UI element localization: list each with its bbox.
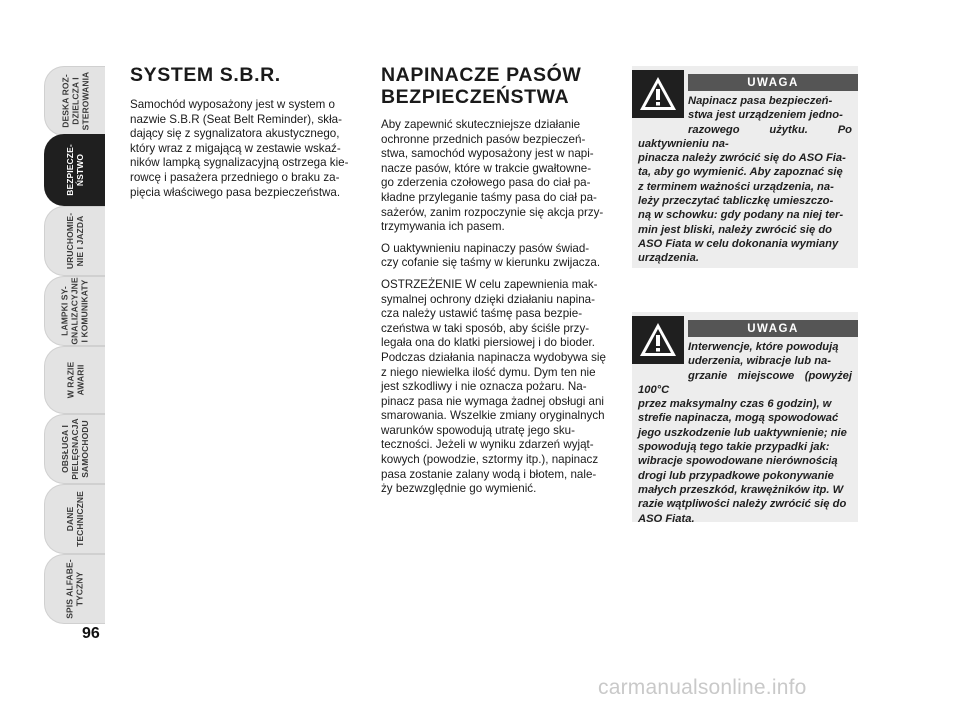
warning-triangle-icon [632, 70, 684, 118]
pretensioners-title-line1: NAPINACZE PASÓW [381, 64, 582, 86]
warning-header: UWAGA [688, 74, 858, 91]
tab-label: W RAZIE AWARII [65, 361, 85, 399]
watermark: carmanualsonline.info [598, 676, 807, 699]
sbr-section [130, 64, 362, 207]
tab-maintenance[interactable] [44, 414, 105, 484]
pretensioners-title [381, 64, 611, 108]
tab-label: OBSŁUGA I PIELĘGNACJA SAMOCHODU [60, 418, 90, 480]
warning-triangle-icon [632, 316, 684, 364]
tab-label: LAMPKI SY- GNALIZACYJNE I KOMUNIKATY [60, 277, 91, 345]
tab-label: DESKA ROZ- DZIELCZA I STEROWANIA [60, 71, 90, 131]
tab-safety[interactable] [44, 134, 105, 206]
warning-box [632, 66, 858, 268]
tab-warning-lights[interactable] [44, 276, 105, 346]
tab-starting-driving[interactable] [44, 206, 105, 276]
tab-emergency[interactable] [44, 346, 105, 414]
pretensioners-title-line2: BEZPIECZEŃSTWA [381, 86, 570, 108]
warning-box [632, 312, 858, 525]
tab-label: BEZPIECZE- ŃSTWO [65, 144, 85, 196]
tab-alphabetical-index[interactable] [44, 554, 105, 624]
pretensioners-paragraph: Aby zapewnić skuteczniejsze działanie ochronne przednich pasów bezpieczeń- stwa, samochód wyposażony jest w napi- nacze pasów, które w trakcie gwałtowne- go zderzenia czołowego pasa do ciał pa- kładne przyleganie taśmy pasa do ciał pa- sażerów, zanim rozpoczynie się akcja przy- trzymywania ich pasem. [381, 118, 604, 234]
sbr-body: Samochód wyposażony jest w system o nazwie S.B.R (Seat Belt Reminder), skła- dający się z sygnalizatora akustycznego, który wraz z migającą w zestawie wskaź- ników lampką sygnalizacyjną ostrzega kie- rowcę i pasażera przedniego o braku za- pięcia właściwego pasa bezpieczeństwa. [130, 98, 349, 199]
warning-text: Interwencje, które powodują uderzenia, wibracje lub na- grzanie miejscowe (powyżej 100°C przez maksymalny czas 6 godzin), w strefie napinacza, mogą spowodować jego uszkodzenie lub uaktywnienie; nie spowodują tego takie przypadki jak: wibracje spowodowane nierównością drogi lub przypadkowe pokonywanie małych przeszkód, krawężników itp. W razie wątpliwości należy zwrócić się do ASO Fiata. [638, 341, 852, 525]
page-number: 96 [82, 625, 100, 642]
tab-label: URUCHOMIE- NIE I JAZDA [65, 212, 85, 270]
tab-label: DANE TECHNICZNE [65, 491, 85, 547]
tab-technical-data[interactable] [44, 484, 105, 554]
warning-text: Napinacz pasa bezpieczeń- stwa jest urządzeniem jedno- razowego użytku. Po uaktywnieniu na- pinacza należy zwrócić się do ASO Fia- ta, aby go wymienić. Aby zapoznać się z terminem ważności urządzenia, na- leży przeczytać tabliczkę umieszczo- ną w schowku: gdy podany na niej ter- min jest bliski, należy zwrócić się do ASO Fiata w celu dokonania wymiany urządzenia. [638, 95, 852, 265]
warning-header: UWAGA [688, 320, 858, 337]
pretensioners-section [381, 64, 611, 504]
pretensioners-warning-paragraph: OSTRZEŻENIE W celu zapewnienia mak- symalnej ochrony dzięki działaniu napina- cza należy ustawić taśmę pasa bezpie- czeństwa w taki sposób, aby ściśle przy- legała ona do klatki piersiowej i do bioder. Podczas działania napinacza wydobywa się z niego niewielka ilość dymu. Dym ten nie jest szkodliwy i nie oznacza pożaru. Na- pinacz pasa nie wymaga żadnej obsługi ani smarowania. Wszelkie zmiany oryginalnych warunków spowodują utratę jego sku- teczności. Jeżeli w wyniku zdarzeń wyjąt- kowych (powodzie, sztormy itp.), napinacz pasa zostanie zalany wodą i błotem, nale- ży bezwzględnie go wymienić. [381, 277, 606, 496]
tab-label: SPIS ALFABE- TYCZNY [64, 559, 85, 619]
tab-dashboard-controls[interactable] [44, 66, 105, 136]
pretensioners-paragraph: O uaktywnieniu napinaczy pasów świad- czy cofanie się taśmy w kierunku zwijacza. [381, 241, 601, 270]
sbr-title: SYSTEM S.B.R. [130, 64, 281, 86]
